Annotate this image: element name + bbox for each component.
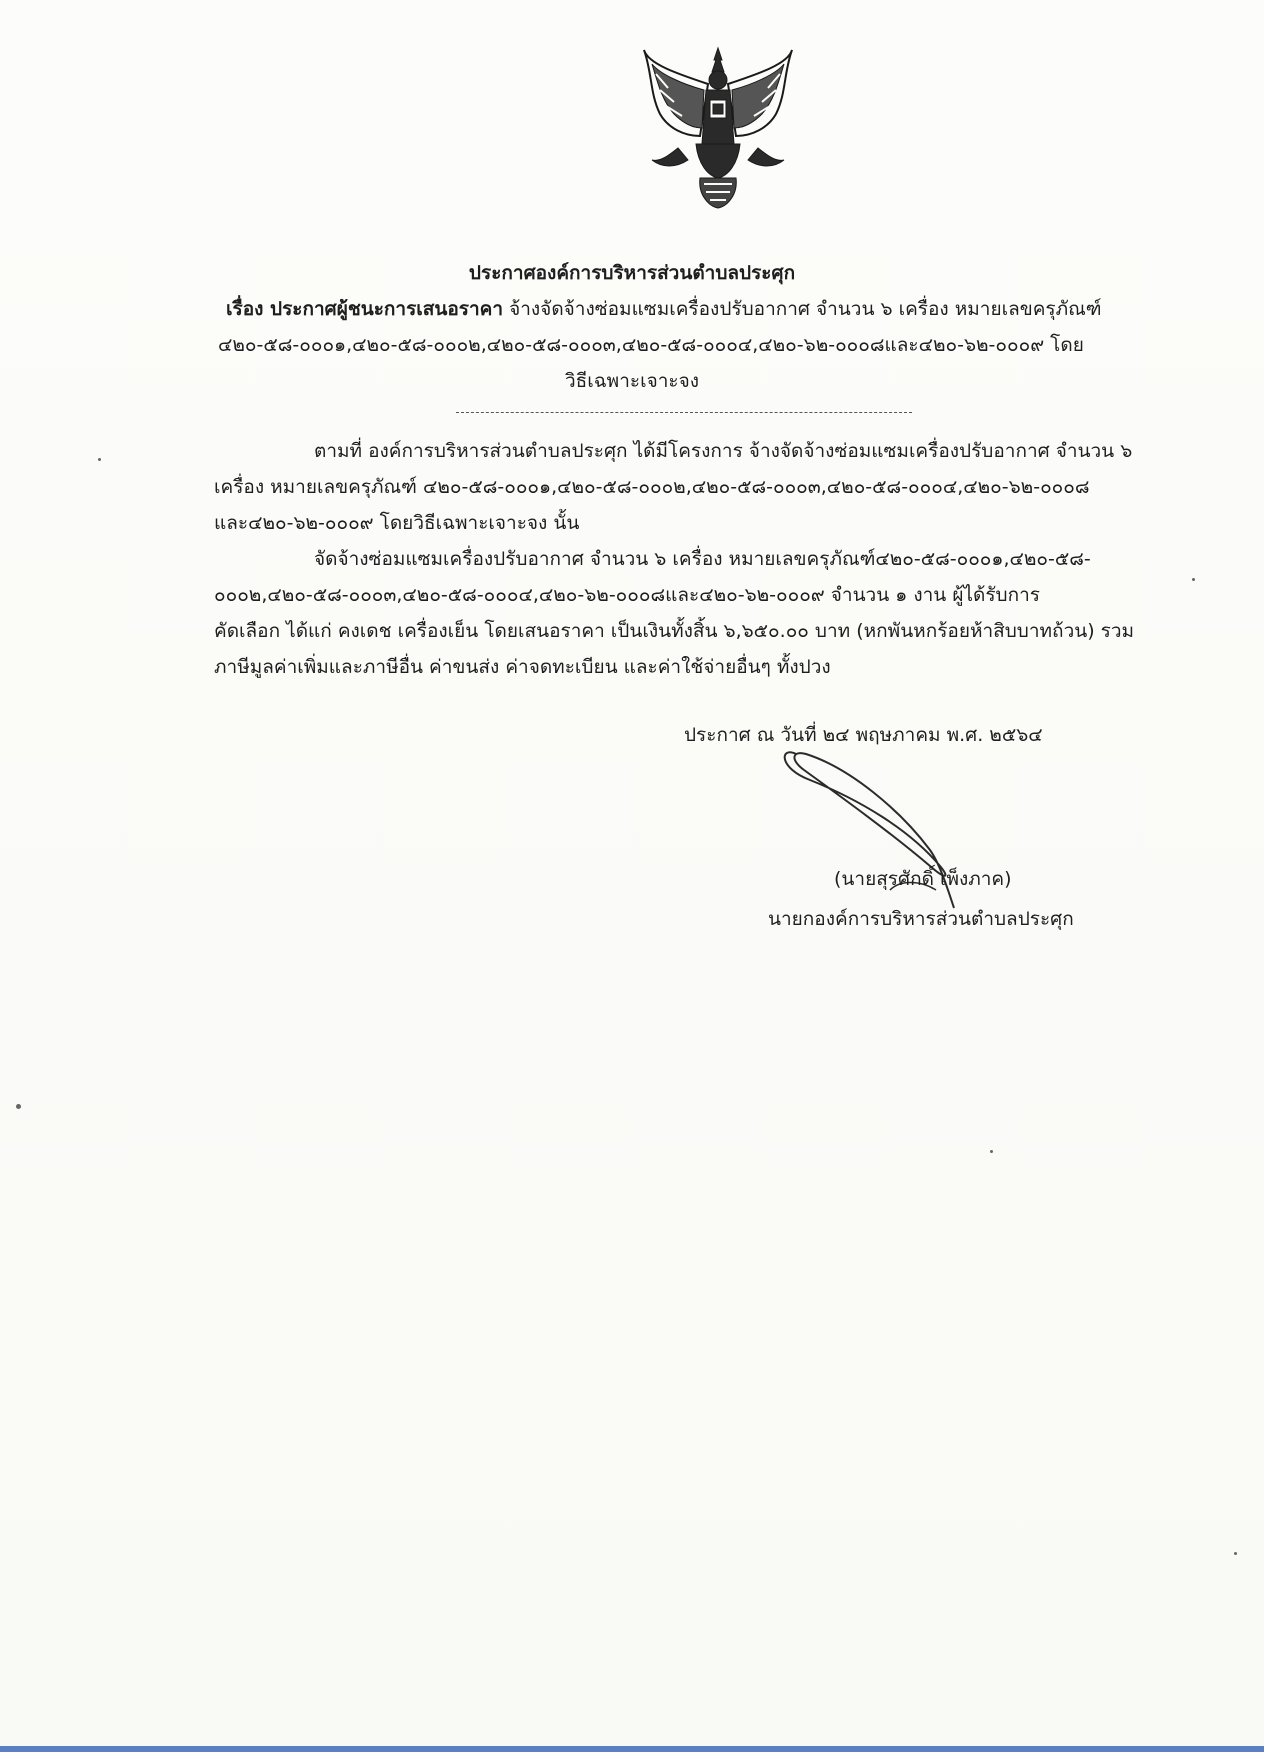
handwritten-signature xyxy=(770,740,1010,930)
scan-speck xyxy=(990,1150,993,1153)
signer-position: นายกองค์การบริหารส่วนตำบลประศุก xyxy=(768,908,1074,930)
subject-line-1 xyxy=(226,296,1102,322)
paragraph-1-line-1: ตามที่ องค์การบริหารส่วนตำบลประศุก ได้มีโครงการ จ้างจัดจ้างซ่อมแซมเครื่องปรับอากาศ จำนวน ๖ xyxy=(314,440,1133,462)
announcement-date: ประกาศ ณ วันที่ ๒๔ พฤษภาคม พ.ศ. ๒๕๖๔ xyxy=(684,724,1043,746)
subject-text: จ้างจัดจ้างซ่อมแซมเครื่องปรับอากาศ จำนวน ๖ เครื่อง หมายเลขครุภัณฑ์ xyxy=(503,298,1102,320)
scan-speck xyxy=(98,458,101,461)
paragraph-2-line-2: ๐๐๐๒,๔๒๐-๕๘-๐๐๐๓,๔๒๐-๕๘-๐๐๐๔,๔๒๐-๖๒-๐๐๐๘และ๔๒๐-๖๒-๐๐๐๙ จำนวน ๑ งาน ผู้ได้รับการ xyxy=(214,584,1040,606)
scan-speck xyxy=(16,1104,21,1109)
scan-speck xyxy=(1192,578,1195,581)
paragraph-2-line-4: ภาษีมูลค่าเพิ่มและภาษีอื่น ค่าขนส่ง ค่าจดทะเบียน และค่าใช้จ่ายอื่นๆ ทั้งปวง xyxy=(214,656,831,678)
subject-line-3: วิธีเฉพาะเจาะจง xyxy=(564,370,699,392)
paragraph-1-line-2: เครื่อง หมายเลขครุภัณฑ์ ๔๒๐-๕๘-๐๐๐๑,๔๒๐-๕๘-๐๐๐๒,๔๒๐-๕๘-๐๐๐๓,๔๒๐-๕๘-๐๐๐๔,๔๒๐-๖๒-๐๐๐๘ xyxy=(214,476,1090,498)
subject-label: เรื่อง ประกาศผู้ชนะการเสนอราคา xyxy=(226,298,504,320)
scan-edge xyxy=(0,1746,1264,1752)
garuda-emblem-icon xyxy=(638,44,798,212)
document-title: ประกาศองค์การบริหารส่วนตำบลประศุก xyxy=(468,262,796,284)
paragraph-2-line-1: จัดจ้างซ่อมแซมเครื่องปรับอากาศ จำนวน ๖ เครื่อง หมายเลขครุภัณฑ์๔๒๐-๕๘-๐๐๐๑,๔๒๐-๕๘- xyxy=(314,548,1091,570)
scan-speck xyxy=(1234,1552,1237,1555)
paragraph-2-line-3: คัดเลือก ได้แก่ คงเดช เครื่องเย็น โดยเสนอราคา เป็นเงินทั้งสิ้น ๖,๖๕๐.๐๐ บาท (หกพันหกร้อยห้าสิบบาทถ้วน) รวม xyxy=(214,620,1135,642)
subject-line-2: ๔๒๐-๕๘-๐๐๐๑,๔๒๐-๕๘-๐๐๐๒,๔๒๐-๕๘-๐๐๐๓,๔๒๐-๕๘-๐๐๐๔,๔๒๐-๖๒-๐๐๐๘และ๔๒๐-๖๒-๐๐๐๙ โดย xyxy=(218,334,1084,356)
signer-name: (นายสุรศักดิ์ เพ็งภาค) xyxy=(834,868,1012,890)
divider-line xyxy=(456,412,912,413)
paragraph-1-line-3: และ๔๒๐-๖๒-๐๐๐๙ โดยวิธีเฉพาะเจาะจง นั้น xyxy=(214,512,580,534)
